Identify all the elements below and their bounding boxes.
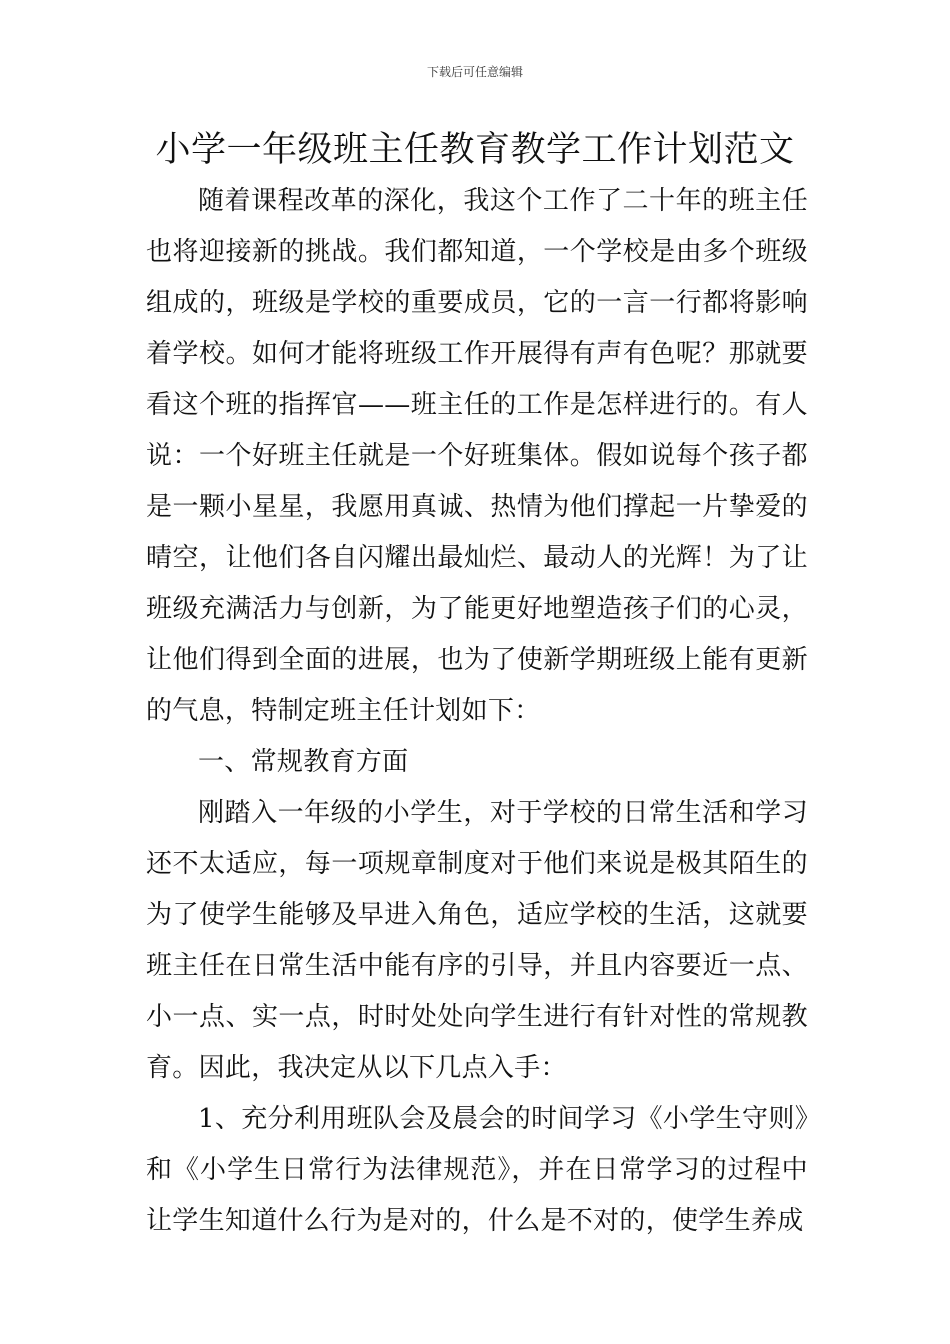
paragraph-routine-education: 刚踏入一年级的小学生，对于学校的日常生活和学习还不太适应，每一项规章制度对于他们来说是极其陌生的为了使学生能够及早进入角色，适应学校的生活，这就要班主任在日常生活中能有序的引导，并且内容要近一点、小一点、实一点，时时处处向学生进行有针对性的常规教育。因此，我决定从以下几点入手： (146, 798, 808, 1083)
document-body (146, 176, 808, 1247)
paragraph-item-1: 1、充分利用班队会及晨会的时间学习《小学生守则》和《小学生日常行为法律规范》，并在日常学习的过程中让学生知道什么行为是对的，什么是不对的，使学生养成 (146, 1104, 808, 1236)
section-heading-routine-education: 一、常规教育方面 (198, 747, 409, 777)
document-title: 小学一年级班主任教育教学工作计划范文 (155, 130, 795, 170)
page-header-note: 下载后可任意编辑 (426, 65, 523, 79)
paragraph-intro: 随着课程改革的深化，我这个工作了二十年的班主任也将迎接新的挑战。我们都知道，一个学校是由多个班级组成的，班级是学校的重要成员，它的一言一行都将影响着学校。如何才能将班级工作开展得有声有色呢？那就要看这个班的指挥官——班主任的工作是怎样进行的。有人说：一个好班主任就是一个好班集体。假如说每个孩子都是一颗小星星，我愿用真诚、热情为他们撑起一片挚爱的晴空，让他们各自闪耀出最灿烂、最动人的光辉！为了让班级充满活力与创新，为了能更好地塑造孩子们的心灵，让他们得到全面的进展，也为了使新学期班级上能有更新的气息，特制定班主任计划如下： (146, 186, 808, 726)
